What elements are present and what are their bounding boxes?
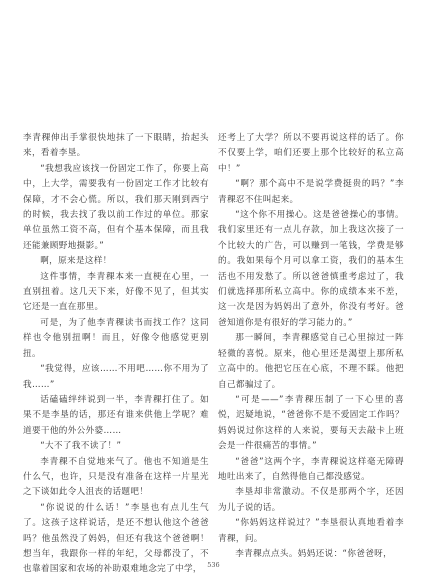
paragraph: “可是——”李青稞压制了一下心里的喜悦，迟疑地说，“爸爸你不是不爱固定工作吗？妈妈说过你这样的人来说，要每天去敲卡上班会是一件很痛苦的事情。”: [218, 394, 404, 452]
paragraph: 李青稞伸出手掌很快地抹了一下眼睛，抬起头来，看着李垦。: [23, 133, 209, 159]
text-column-left: [23, 131, 209, 578]
paragraph: 李垦却非常激动。不仅是那两个字，还因为儿子说的话。: [218, 487, 404, 513]
paragraph: “我觉得，应该……不用吧……你不用为了我……”: [23, 364, 209, 390]
paragraph: “啊？那个高中不是说学费挺贵的吗？”李青稞忍不住叫起来。: [218, 179, 404, 205]
paragraph: 话磕磕绊绊说到一半，李青稞打住了。如果不是李垦的话，那还有谁来供他上学呢？难道要干他的外公外婆……: [23, 394, 209, 436]
paragraph: 这件事情，李青稞本来一直梗在心里，一直别扭着。这几天下来，好像不见了，但其实它还是一直在那里。: [23, 271, 209, 313]
paragraph: 还考上了大学？所以不要再说这样的话了。你不仅要上学，咱们还要上那个比较好的私立高中！”: [218, 133, 404, 174]
paragraph: “你妈妈这样说过？”李垦很认真地看着李青稞，问。: [218, 518, 404, 544]
paragraph: 可是，为了他李青稞读书而找工作？这同样也令他别扭啊！而且，好像令他感觉更别扭。: [23, 317, 209, 359]
paragraph: 李青稞点点头。妈妈还说：“你爸爸呀，: [235, 548, 393, 559]
paragraph: 李青稞不自觉地来气了。他也不知道是生什么气，也许，只是没有准备在这样一片星光之下谈如此令人沮丧的话题吧！: [23, 456, 209, 498]
page-number: 536: [207, 561, 220, 569]
text-column-right: [218, 131, 404, 562]
paragraph: “我想我应该找一份固定工作了，你要上高中，上大学，需要我有一份固定工作才比较有保障，才不会心慌。所以，我们那天刚到西宁的时候，我去找了我以前工作过的单位。那家单位虽然工资不高，但有个基本保障，而且我还能兼顾野地摄影。”: [23, 163, 209, 251]
paragraph: “这个你不用操心。这是爸爸操心的事情。我们家里还有一点儿存款，加上我这次接了一个比较大的广告，可以赚到一笔钱，学费是够的。我如果每个月可以拿工资，我们的基本生活也不用发愁了。所以爸爸慎重考虑过了，我们就选择那所私立高中。你的成绩本来不差，这一次是因为妈妈出了意外，你没有考好。爸爸知道你是有很好的学习能力的。”: [218, 210, 404, 328]
paragraph: “你说说的什么话！”李垦也有点儿生气了。这孩子这样说话，是还不想认他这个爸爸吗？他虽然没了妈妈，但还有我这个爸爸啊！想当年，我跟你一样的年纪，父母都没了，不也靠着国家和农场的补助艰难地念完了中学，: [23, 502, 209, 575]
paragraph: 那一瞬间，李青稞感觉自己心里掠过一阵轻微的喜悦。原来，他心里还是渴望上那所私立高中的。他把它压在心底，不理不睬。他把自己都骗过了。: [218, 333, 404, 390]
paragraph: “爸爸”这两个字，李青稞说这样毫无障碍地吐出来了，自然得他自己都没感觉。: [218, 456, 404, 482]
paragraph: “大不了我不读了！”: [40, 441, 122, 452]
paragraph: 啊，原来是这样！: [40, 256, 112, 267]
